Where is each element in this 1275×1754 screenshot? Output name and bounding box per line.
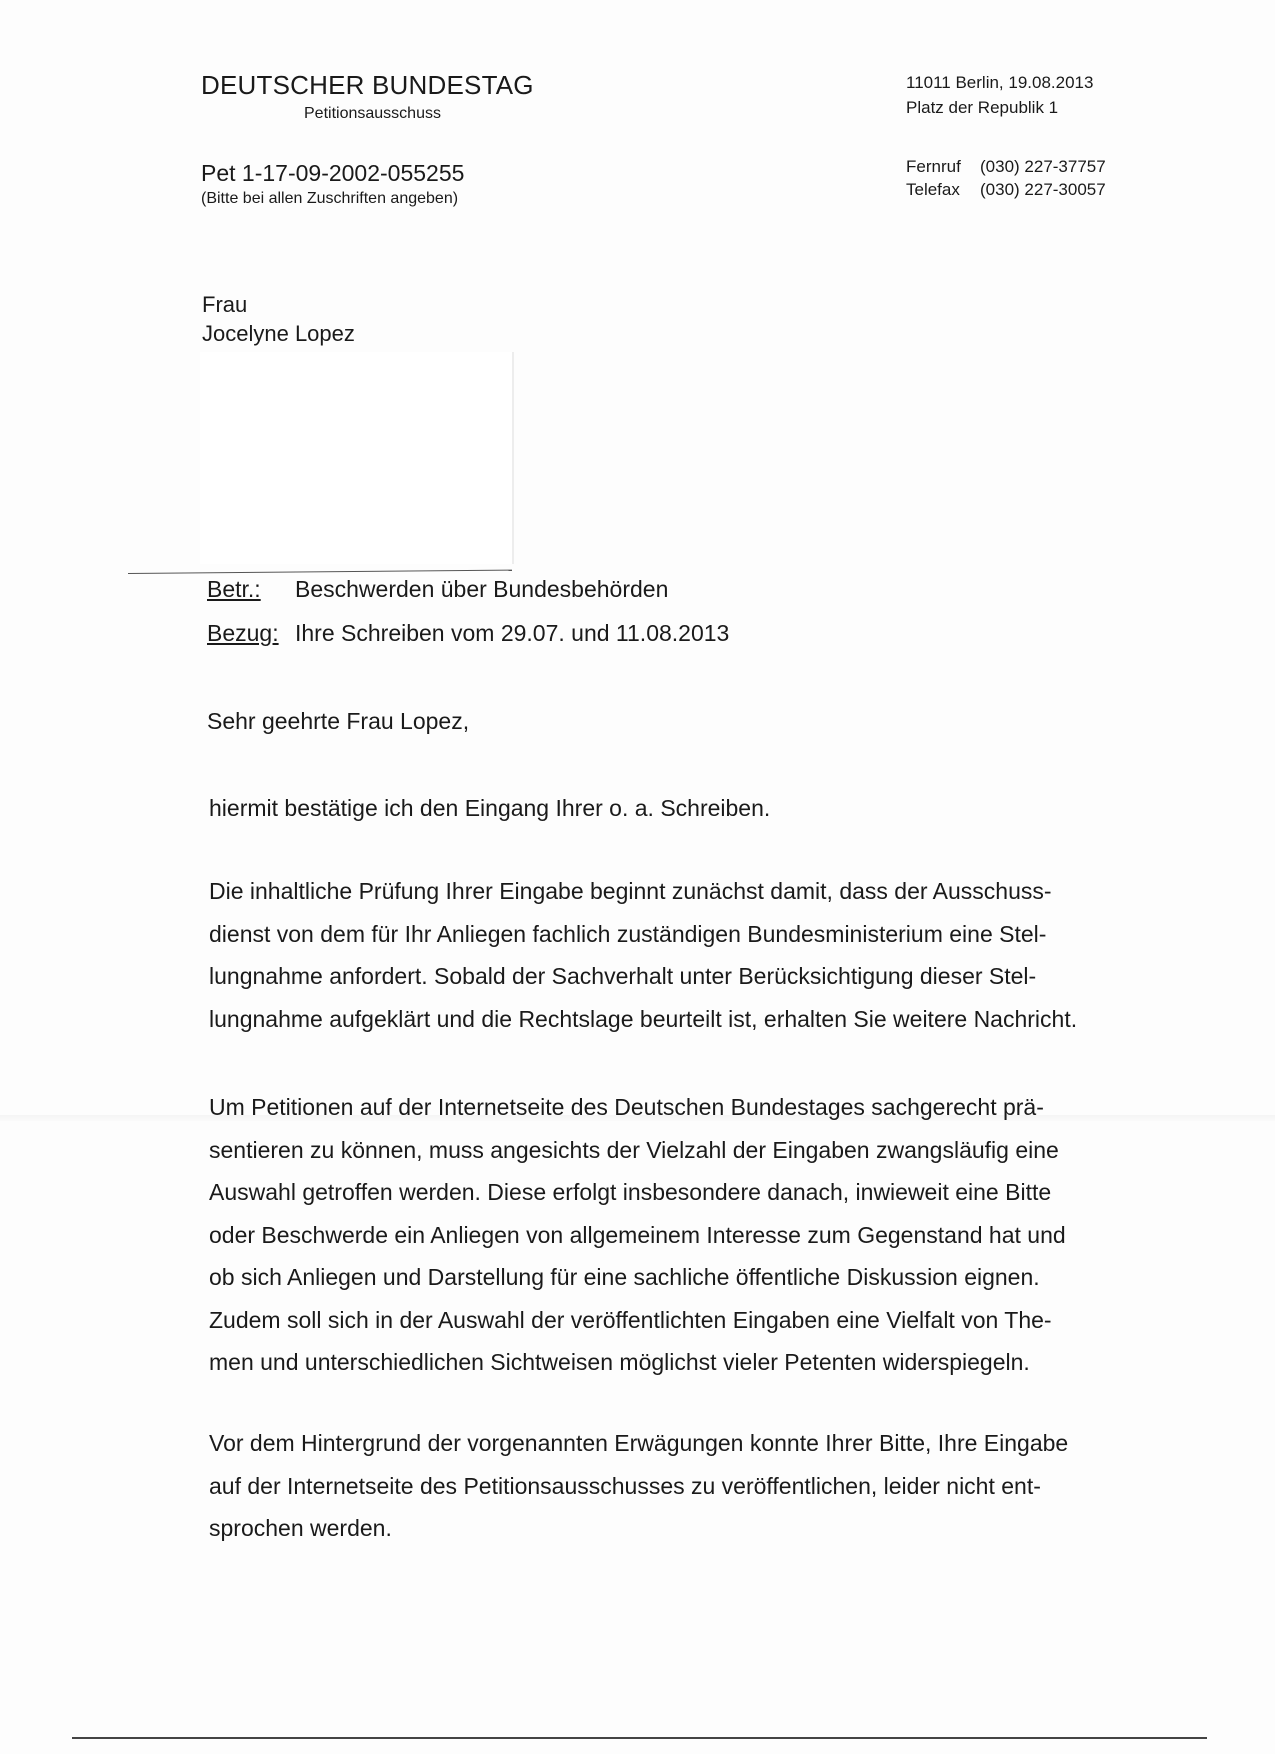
phone-label: Fernruf <box>906 157 961 176</box>
reference-text: Ihre Schreiben vom 29.07. und 11.08.2013 <box>295 620 730 646</box>
paragraph-line: sentieren zu können, muss angesichts der Vielzahl der Eingaben zwangsläufig eine <box>209 1136 1059 1163</box>
recipient-salutation: Frau <box>202 292 248 317</box>
paragraph-line: ob sich Anliegen und Darstellung für eine sachliche öffentliche Diskussion eignen. <box>209 1264 1040 1290</box>
redacted-address <box>200 352 514 564</box>
phone-line <box>906 157 1106 177</box>
sender-name: DEUTSCHER BUNDESTAG <box>201 70 534 100</box>
greeting: Sehr geehrte Frau Lopez, <box>207 708 470 734</box>
paragraph-selection <box>209 1086 1149 1384</box>
street-address: Platz der Republik 1 <box>906 98 1059 117</box>
reference-number: Pet 1-17-09-2002-055255 <box>201 160 465 186</box>
paragraph-line: oder Beschwerde ein Anliegen von allgemeinem Interesse zum Gegenstand hat und <box>209 1221 1066 1248</box>
paragraph-line: Um Petitionen auf der Internetseite des Deutschen Bundestages sachgerecht prä- <box>209 1094 1044 1120</box>
paragraph-line: lungnahme aufgeklärt und die Rechtslage beurteilt ist, erhalten Sie weitere Nachricht. <box>209 1005 1078 1032</box>
subject-label: Betr.: <box>207 576 261 602</box>
subject-text: Beschwerden über Bundesbehörden <box>295 576 669 602</box>
reference-note: (Bitte bei allen Zuschriften angeben) <box>201 190 459 207</box>
subject-row <box>207 576 668 603</box>
fax-number: (030) 227-30057 <box>980 180 1106 199</box>
reference-label: Bezug: <box>207 620 279 646</box>
sender-unit: Petitionsausschuss <box>304 105 441 122</box>
paragraph-line: Zudem soll sich in der Auswahl der veröffentlichten Eingaben eine Vielfalt von The- <box>209 1306 1052 1333</box>
paragraph-line: lungnahme anfordert. Sobald der Sachverhalt unter Berücksichtigung dieser Stel- <box>209 963 1037 989</box>
envelope-window-line <box>128 570 512 574</box>
fax-label: Telefax <box>906 180 960 199</box>
paragraph-line: Die inhaltliche Prüfung Ihrer Eingabe beginnt zunächst damit, dass der Ausschuss- <box>209 878 1052 904</box>
paragraph-line: Auswahl getroffen werden. Diese erfolgt insbesondere danach, inwieweit eine Bitte <box>209 1179 1052 1205</box>
reference-row <box>207 620 729 647</box>
paragraph-line: auf der Internetseite des Petitionsausschusses zu veröffentlichen, leider nicht ent- <box>209 1472 1041 1499</box>
fax-line <box>906 180 1106 200</box>
paragraph-line: dienst von dem für Ihr Anliegen fachlich zuständigen Bundesministerium eine Stel- <box>209 920 1047 947</box>
paragraph-review <box>209 870 1149 1040</box>
paragraph-confirmation <box>209 787 1149 830</box>
paragraph-line: hiermit bestätige ich den Eingang Ihrer o. a. Schreiben. <box>209 795 771 821</box>
place-date: 11011 Berlin, 19.08.2013 <box>906 73 1094 92</box>
paragraph-decision <box>209 1422 1149 1550</box>
paragraph-line: men und unterschiedlichen Sichtweisen möglichst vieler Petenten widerspiegeln. <box>209 1349 1030 1375</box>
paragraph-line: sprochen werden. <box>209 1515 392 1541</box>
paragraph-line: Vor dem Hintergrund der vorgenannten Erwägungen konnte Ihrer Bitte, Ihre Eingabe <box>209 1430 1069 1456</box>
footer-rule <box>72 1737 1207 1739</box>
recipient-name: Jocelyne Lopez <box>202 321 355 346</box>
phone-number: (030) 227-37757 <box>980 157 1106 176</box>
